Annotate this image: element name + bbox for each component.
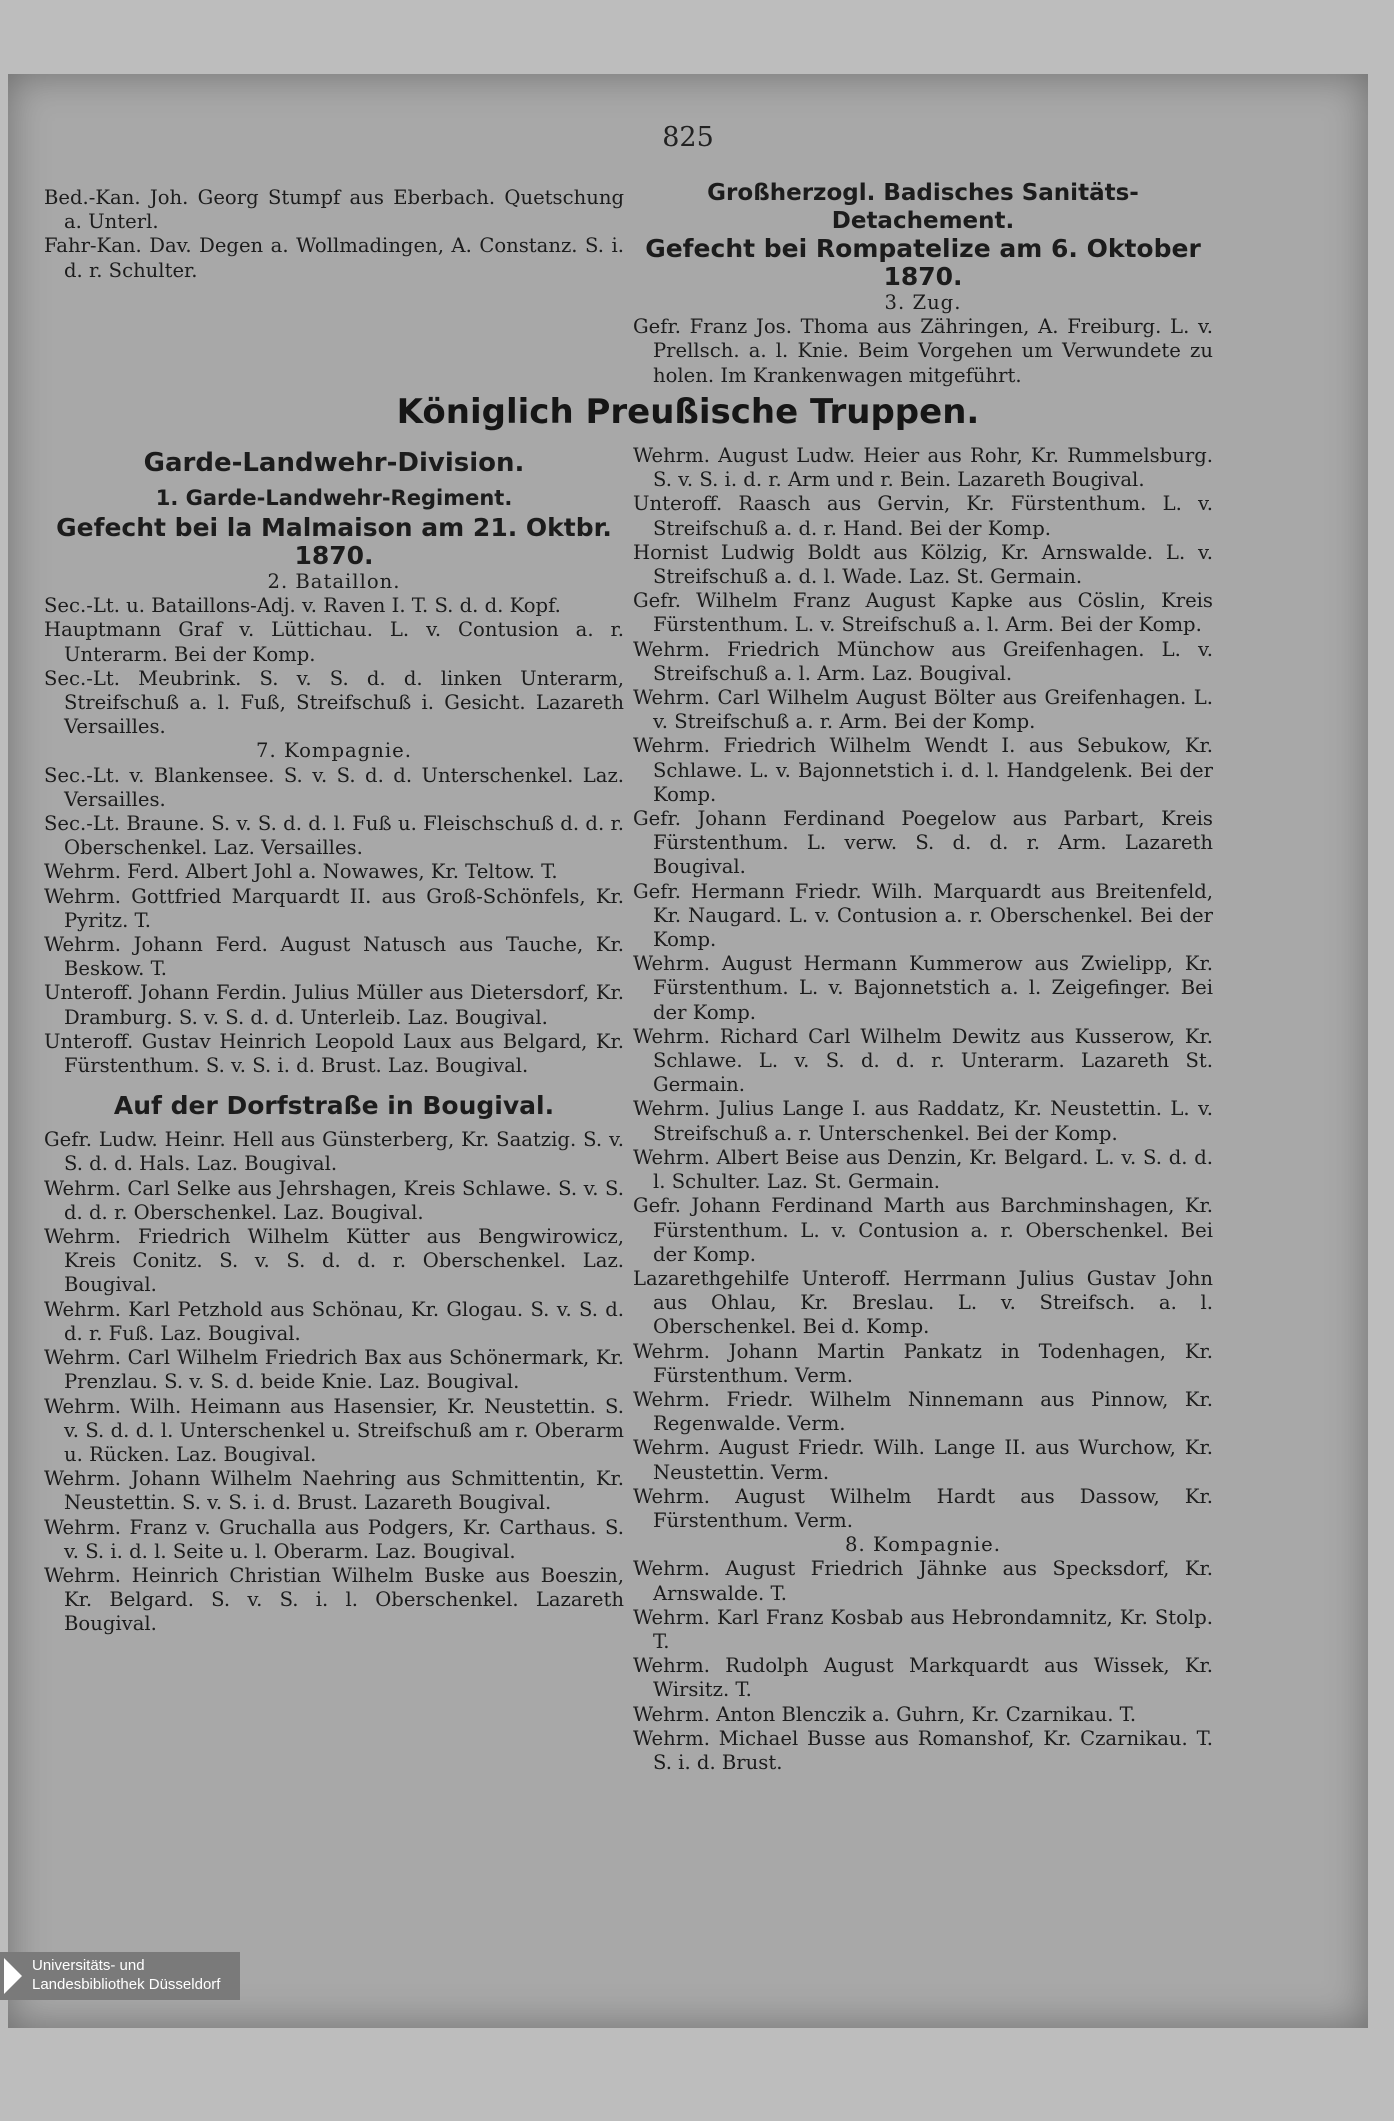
casualty-entry: Wehrm. August Wilhelm Hardt aus Dassow, Kr. Fürstenthum. Verm. (633, 1484, 1213, 1532)
casualty-entry: Gefr. Johann Ferdinand Poegelow aus Parbart, Kreis Fürstenthum. L. verw. S. d. d. r. Arm. Lazareth Bougival. (633, 807, 1213, 879)
library-watermark (0, 1952, 240, 2000)
division-heading: Garde-Landwehr-Division. (143, 448, 525, 478)
casualty-entry: Wehrm. Gottfried Marquardt II. aus Groß-Schönfels, Kr. Pyritz. T. (44, 884, 624, 932)
casualty-entry: Wehrm. Friedrich Wilhelm Kütter aus Bengwirowicz, Kreis Conitz. S. v. S. d. d. r. Oberschenkel. Laz. Bougival. (44, 1225, 624, 1297)
casualty-entry: Bed.-Kan. Joh. Georg Stumpf aus Eberbach. Quetschung a. Unterl. (44, 186, 624, 234)
casualty-entry: Lazarethgehilfe Unteroff. Herrmann Julius Gustav John aus Ohlau, Kr. Breslau. L. v. Streifsch. a. l. Oberschenkel. Bei d. Komp. (633, 1266, 1213, 1339)
battle-heading-malmaison: Gefecht bei la Malmaison am 21. Oktbr. 1870. (56, 513, 612, 570)
entry-list (633, 315, 1213, 388)
casualty-entry: Wehrm. Karl Petzhold aus Schönau, Kr. Glogau. S. v. S. d. d. r. Fuß. Laz. Bougival. (44, 1297, 624, 1345)
casualty-entry: Gefr. Franz Jos. Thoma aus Zähringen, A. Freiburg. L. v. Prellsch. a. l. Knie. Beim Vorgehen um Verwundete zu holen. Im Krankenwagen mitgeführt. (633, 315, 1213, 387)
casualty-entry: Wehrm. Friedr. Wilhelm Ninnemann aus Pinnow, Kr. Regenwalde. Verm. (633, 1387, 1213, 1436)
casualty-entry: Wehrm. Johann Ferd. August Natusch aus Tauche, Kr. Beskow. T. (44, 933, 624, 981)
casualty-entry: Wehrm. Carl Wilhelm August Bölter aus Greifenhagen. L. v. Streifschuß a. r. Arm. Bei der Komp. (633, 686, 1213, 734)
subheading-7-kompagnie: 7. Kompagnie. (256, 739, 412, 763)
casualty-entry: Wehrm. Anton Blenczik a. Guhrn, Kr. Czarnikau. T. (633, 1702, 1137, 1726)
casualty-entry: Wehrm. August Ludw. Heier aus Rohr, Kr. Rummelsburg. S. v. S. i. d. r. Arm und r. Bein. Lazareth Bougival. (633, 444, 1213, 492)
unit-heading: Großherzogl. Badisches Sanitäts-Detachement. (707, 180, 1139, 234)
casualty-entry: Wehrm. Friedrich Münchow aus Greifenhagen. L. v. Streifschuß a. l. Arm. Laz. Bougival. (633, 637, 1213, 685)
casualty-entry: Sec.-Lt. Meubrink. S. v. S. d. d. linken Unterarm, Streifschuß a. l. Fuß, Streifschuß i. Gesicht. Lazareth Versailles. (44, 666, 624, 739)
casualty-entry: Sec.-Lt. Braune. S. v. S. d. d. l. Fuß u. Fleischschuß d. d. r. Oberschenkel. Laz. Versailles. (44, 812, 624, 860)
page-number: 825 (662, 122, 714, 153)
casualty-entry: Wehrm. Karl Franz Kosbab aus Hebrondamnitz, Kr. Stolp. T. (633, 1605, 1213, 1653)
casualty-entry: Unteroff. Gustav Heinrich Leopold Laux aus Belgard, Kr. Fürstenthum. S. v. S. i. d. Brust. Laz. Bougival. (44, 1029, 624, 1078)
left-column (44, 444, 624, 1637)
casualty-entry: Gefr. Ludw. Heinr. Hell aus Günsterberg, Kr. Saatzig. S. v. S. d. d. Hals. Laz. Bougival. (44, 1128, 624, 1176)
casualty-entry: Wehrm. Rudolph August Markquardt aus Wissek, Kr. Wirsitz. T. (633, 1654, 1213, 1702)
casualty-entry: Wehrm. August Friedr. Wilh. Lange II. aus Wurchow, Kr. Neustettin. Verm. (633, 1436, 1213, 1484)
entry-list (44, 1128, 624, 1636)
library-name-line: Universitäts- und (32, 1957, 145, 1974)
casualty-entry: Wehrm. August Hermann Kummerow aus Zwielipp, Kr. Fürstenthum. L. v. Bajonnetstich a. l. Zeigefinger. Bei der Komp. (633, 952, 1213, 1024)
entry-list (44, 594, 624, 739)
subheading-8-kompagnie: 8. Kompagnie. (845, 1533, 1001, 1557)
casualty-entry: Gefr. Wilhelm Franz August Kapke aus Cöslin, Kreis Fürstenthum. L. v. Streifschuß a. l. Arm. Bei der Komp. (633, 589, 1213, 637)
casualty-entry: Wehrm. Carl Selke aus Jehrshagen, Kreis Schlawe. S. v. S. d. d. r. Oberschenkel. Laz. Bougival. (44, 1176, 624, 1224)
casualty-entry: Wehrm. Johann Wilhelm Naehring aus Schmittentin, Kr. Neustettin. S. v. S. i. d. Brust. Lazareth Bougival. (44, 1467, 624, 1515)
casualty-entry: Hornist Ludwig Boldt aus Kölzig, Kr. Arnswalde. L. v. Streifschuß a. d. l. Wade. Laz. St. Germain. (633, 540, 1213, 589)
casualty-entry: Wehrm. Friedrich Wilhelm Wendt I. aus Sebukow, Kr. Schlawe. L. v. Bajonnetstich i. d. l. Handgelenk. Bei der Komp. (633, 734, 1213, 806)
casualty-entry: Wehrm. Julius Lange I. aus Raddatz, Kr. Neustettin. L. v. Streifschuß a. r. Unterschenkel. Bei der Komp. (633, 1097, 1213, 1145)
casualty-entry: Wehrm. August Friedrich Jähnke aus Specksdorf, Kr. Arnswalde. T. (633, 1557, 1213, 1605)
library-name (32, 1956, 220, 1994)
top-right-column (633, 179, 1213, 388)
casualty-entry: Gefr. Johann Ferdinand Marth aus Barchminshagen, Kr. Fürstenthum. L. v. Contusion a. r. Oberschenkel. Bei der Komp. (633, 1194, 1213, 1266)
street-heading: Auf der Dorfstraße in Bougival. (113, 1091, 555, 1121)
entry-list (633, 1557, 1213, 1775)
casualty-entry: Wehrm. Ferd. Albert Johl a. Nowawes, Kr. Teltow. T. (44, 860, 558, 884)
casualty-entry: Unteroff. Raasch aus Gervin, Kr. Fürstenthum. L. v. Streifschuß a. d. r. Hand. Bei der Komp. (633, 492, 1213, 540)
entry-list (44, 764, 624, 1079)
library-name-line: Landesbibliothek Düsseldorf (32, 1976, 221, 1993)
casualty-entry: Wehrm. Michael Busse aus Romanshof, Kr. Czarnikau. T. S. i. d. Brust. (633, 1726, 1213, 1774)
subheading-3-zug: 3. Zug. (884, 291, 962, 314)
casualty-entry: Wehrm. Richard Carl Wilhelm Dewitz aus Kusserow, Kr. Schlawe. L. v. S. d. d. r. Unterarm. Lazareth St. Germain. (633, 1024, 1213, 1097)
subheading-bataillon: 2. Bataillon. (267, 570, 401, 593)
top-left-column (44, 186, 624, 283)
entry-list (633, 444, 1213, 1533)
casualty-entry: Fahr-Kan. Dav. Degen a. Wollmadingen, A. Constanz. S. i. d. r. Schulter. (44, 234, 624, 282)
main-heading: Königlich Preußische Truppen. (396, 392, 980, 432)
casualty-entry: Wehrm. Wilh. Heimann aus Hasensier, Kr. Neustettin. S. v. S. d. d. l. Unterschenkel u. Streifschuß am r. Oberarm u. Rücken. Laz. Bougival. (44, 1394, 624, 1466)
casualty-entry: Wehrm. Johann Martin Pankatz in Todenhagen, Kr. Fürstenthum. Verm. (633, 1339, 1213, 1387)
library-logo-icon (4, 1958, 22, 1994)
casualty-entry: Hauptmann Graf v. Lüttichau. L. v. Contusion a. r. Unterarm. Bei der Komp. (44, 618, 624, 666)
casualty-entry: Unteroff. Johann Ferdin. Julius Müller aus Dietersdorf, Kr. Dramburg. S. v. S. d. d. Unterleib. Laz. Bougival. (44, 981, 624, 1029)
casualty-entry: Wehrm. Franz v. Gruchalla aus Podgers, Kr. Carthaus. S. v. S. i. d. l. Seite u. l. Oberarm. Laz. Bougival. (44, 1515, 624, 1563)
casualty-entry: Wehrm. Heinrich Christian Wilhelm Buske aus Boeszin, Kr. Belgard. S. v. S. i. l. Oberschenkel. Lazareth Bougival. (44, 1563, 624, 1636)
casualty-entry: Wehrm. Albert Beise aus Denzin, Kr. Belgard. L. v. S. d. d. l. Schulter. Laz. St. Germain. (633, 1145, 1213, 1194)
casualty-entry: Sec.-Lt. u. Bataillons-Adj. v. Raven I. T. S. d. d. Kopf. (44, 594, 561, 618)
regiment-heading: 1. Garde-Landwehr-Regiment. (155, 486, 513, 510)
battle-heading-rompatelize: Gefecht bei Rompatelize am 6. Oktober 1870. (645, 234, 1201, 291)
casualty-entry: Sec.-Lt. v. Blankensee. S. v. S. d. d. Unterschenkel. Laz. Versailles. (44, 763, 624, 811)
scanned-page (8, 74, 1368, 2028)
casualty-entry: Gefr. Hermann Friedr. Wilh. Marquardt aus Breitenfeld, Kr. Naugard. L. v. Contusion a. r. Oberschenkel. Bei der Komp. (633, 879, 1213, 952)
right-column (633, 444, 1213, 1775)
casualty-entry: Wehrm. Carl Wilhelm Friedrich Bax aus Schönermark, Kr. Prenzlau. S. v. S. d. beide Knie. Laz. Bougival. (44, 1346, 624, 1394)
